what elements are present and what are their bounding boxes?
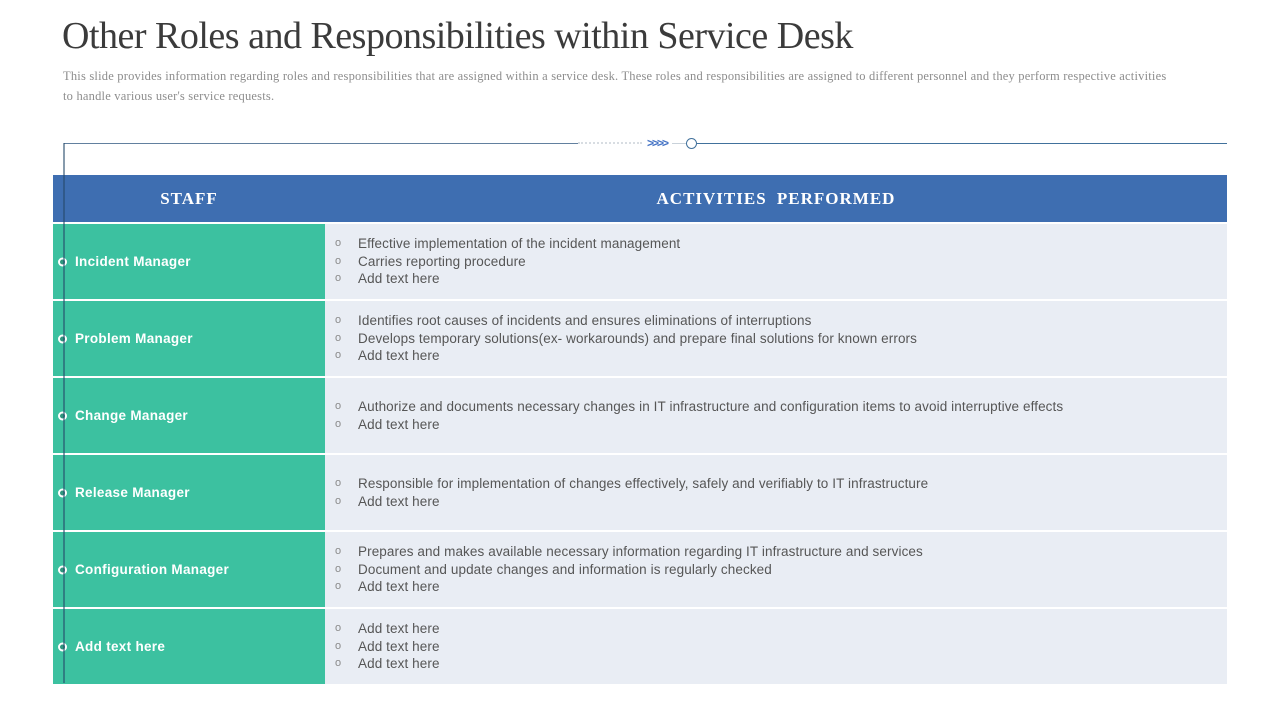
activities-cell xyxy=(325,609,1227,684)
staff-label: Problem Manager xyxy=(75,331,193,346)
table-row xyxy=(53,378,1227,453)
activities-list xyxy=(335,398,1063,433)
staff-label: Release Manager xyxy=(75,485,190,500)
activity-item xyxy=(335,235,680,253)
activity-text: Add text here xyxy=(358,416,440,432)
activities-list xyxy=(335,620,440,673)
bullet-o-icon: o xyxy=(335,580,342,593)
activities-list xyxy=(335,475,928,510)
activity-text: Effective implementation of the incident management xyxy=(358,236,681,252)
activity-text: Prepares and makes available necessary information regarding IT infrastructure and services xyxy=(358,544,923,560)
divider-ornament xyxy=(64,136,1227,150)
bullet-o-icon: o xyxy=(335,477,342,489)
circle-marker-icon xyxy=(686,138,697,149)
staff-label: Configuration Manager xyxy=(75,562,230,577)
bullet-o-icon: o xyxy=(335,237,342,250)
bullet-o-icon: o xyxy=(335,545,342,558)
activity-text: Add text here xyxy=(358,348,440,364)
activity-text: Add text here xyxy=(358,621,440,637)
table-header-row xyxy=(53,175,1227,222)
activities-cell xyxy=(325,378,1227,453)
table-row xyxy=(53,609,1227,684)
activity-text: Add text here xyxy=(358,656,440,672)
activity-text: Identifies root causes of incidents and ensures eliminations of interruptions xyxy=(358,313,812,329)
activity-item xyxy=(335,561,923,579)
activity-text: Responsible for implementation of changes effectively, safely and verifiably to IT infrastructure xyxy=(358,476,929,491)
activity-item xyxy=(335,638,440,656)
bullet-o-icon: o xyxy=(335,657,342,670)
staff-cell xyxy=(53,224,325,299)
table-row xyxy=(53,532,1227,607)
activity-text: Add text here xyxy=(358,579,440,595)
accent-vertical-line xyxy=(63,143,65,683)
activity-item xyxy=(335,270,680,288)
staff-label: Change Manager xyxy=(75,408,188,423)
table-body xyxy=(53,224,1227,684)
column-header-staff: STAFF xyxy=(53,175,325,222)
page-title: Other Roles and Responsibilities within Service Desk xyxy=(62,15,853,57)
activities-list xyxy=(335,543,923,596)
activities-cell xyxy=(325,532,1227,607)
bullet-o-icon: o xyxy=(335,314,342,327)
table-row xyxy=(53,455,1227,530)
activity-item xyxy=(335,620,440,638)
activity-text: Authorize and documents necessary changes in IT infrastructure and configuration items to avoid interruptive effects xyxy=(358,399,1064,414)
bullet-o-icon: o xyxy=(335,400,342,412)
staff-label: Add text here xyxy=(75,639,166,654)
activity-item xyxy=(335,253,680,271)
staff-cell xyxy=(53,301,325,376)
staff-cell xyxy=(53,378,325,453)
activity-item xyxy=(335,655,440,673)
activity-text: Add text here xyxy=(358,271,440,287)
activity-item xyxy=(335,330,917,348)
divider-line-mid xyxy=(672,143,686,144)
staff-cell xyxy=(53,609,325,684)
activity-text: Carries reporting procedure xyxy=(358,253,526,269)
divider-line-left xyxy=(64,143,578,144)
activity-item xyxy=(335,312,917,330)
roles-table xyxy=(53,175,1227,684)
activities-cell xyxy=(325,301,1227,376)
activity-item xyxy=(335,398,1063,416)
bullet-o-icon: o xyxy=(335,272,342,285)
bullet-o-icon: o xyxy=(335,494,342,507)
staff-cell xyxy=(53,532,325,607)
staff-label: Incident Manager xyxy=(75,254,191,269)
activity-text: Add text here xyxy=(358,638,440,654)
table-row xyxy=(53,301,1227,376)
bullet-o-icon: o xyxy=(335,417,342,430)
activities-cell xyxy=(325,455,1227,530)
bullet-o-icon: o xyxy=(335,331,342,344)
activities-cell xyxy=(325,224,1227,299)
table-row xyxy=(53,224,1227,299)
divider-dotted-segment xyxy=(578,142,642,144)
bullet-o-icon: o xyxy=(335,349,342,362)
activity-item xyxy=(335,416,1063,434)
chevrons-icon: >>>> xyxy=(646,136,668,150)
activity-item xyxy=(335,493,928,511)
slide-subtitle: This slide provides information regarding roles and responsibilities that are assigned within a service desk. These roles and responsibilities are assigned to different personnel and they perform respective activities to handle various user's service requests. xyxy=(63,69,1167,103)
activity-text: Add text here xyxy=(358,493,440,509)
column-header-activities: ACTIVITIES PERFORMED xyxy=(325,175,1227,222)
bullet-o-icon: o xyxy=(335,622,342,635)
staff-cell xyxy=(53,455,325,530)
bullet-o-icon: o xyxy=(335,254,342,267)
activity-text: Develops temporary solutions(ex- workarounds) and prepare final solutions for known errors xyxy=(358,330,918,346)
divider-line-right xyxy=(697,143,1227,144)
activities-list xyxy=(335,235,680,288)
bullet-o-icon: o xyxy=(335,639,342,652)
activity-item xyxy=(335,475,928,493)
activity-text: Document and update changes and information is regularly checked xyxy=(358,561,772,577)
activity-item xyxy=(335,543,923,561)
activities-list xyxy=(335,312,917,365)
activity-item xyxy=(335,347,917,365)
activity-item xyxy=(335,578,923,596)
bullet-o-icon: o xyxy=(335,562,342,575)
